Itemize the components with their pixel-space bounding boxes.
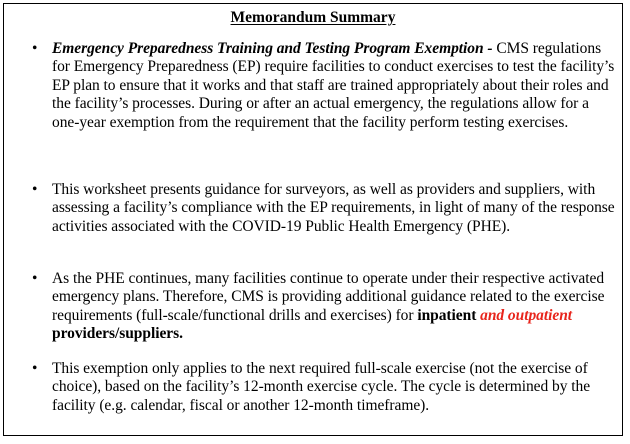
bullet-lead-in: Emergency Preparedness Training and Testing Program Exemption -: [52, 40, 493, 57]
bullet-text: [52, 270, 618, 344]
memorandum-summary-box: [3, 3, 623, 436]
bullet-dot: •: [32, 270, 38, 287]
bullet-text: This exemption only applies to the next required full-scale exercise (not the exercise of choice), based on the facility’s 12-month exercise cycle. The cycle is determined by the facility (e.g. calendar, fiscal or another 12-month timeframe).: [52, 360, 591, 414]
memo-title: Memorandum Summary: [230, 9, 396, 26]
providers-suppliers-label: providers/suppliers.: [52, 325, 183, 343]
outpatient-label: and outpatient: [480, 306, 573, 324]
bullet-dot: •: [32, 40, 38, 57]
bullet-text: This worksheet presents guidance for surveyors, as well as providers and suppliers, with assessing a facility’s compliance with the EP requirements, in light of many of the response activities associated with the COVID-19 Public Health Emergency (PHE).: [52, 181, 615, 235]
inpatient-label: inpatient: [417, 306, 477, 324]
bullet-dot: •: [32, 360, 38, 377]
bullet-text: [52, 40, 618, 132]
bullet-body: As the PHE continues, many facilities continue to operate under their respective activated emergency plans. Therefore, CMS is providing additional guidance related to the exercise requirements (full-scale/functional drills and exercises) for: [52, 270, 605, 324]
bullet-body: CMS regulations for Emergency Preparedness (EP) require facilities to conduct exercises to test the facility’s EP plan to ensure that it works and that staff are trained appropriately about their roles and the facility’s processes. During or after an actual emergency, the regulations allow for a one-year exemption from the requirement that the facility perform testing exercises.: [52, 40, 615, 131]
bullet-dot: •: [32, 181, 38, 198]
